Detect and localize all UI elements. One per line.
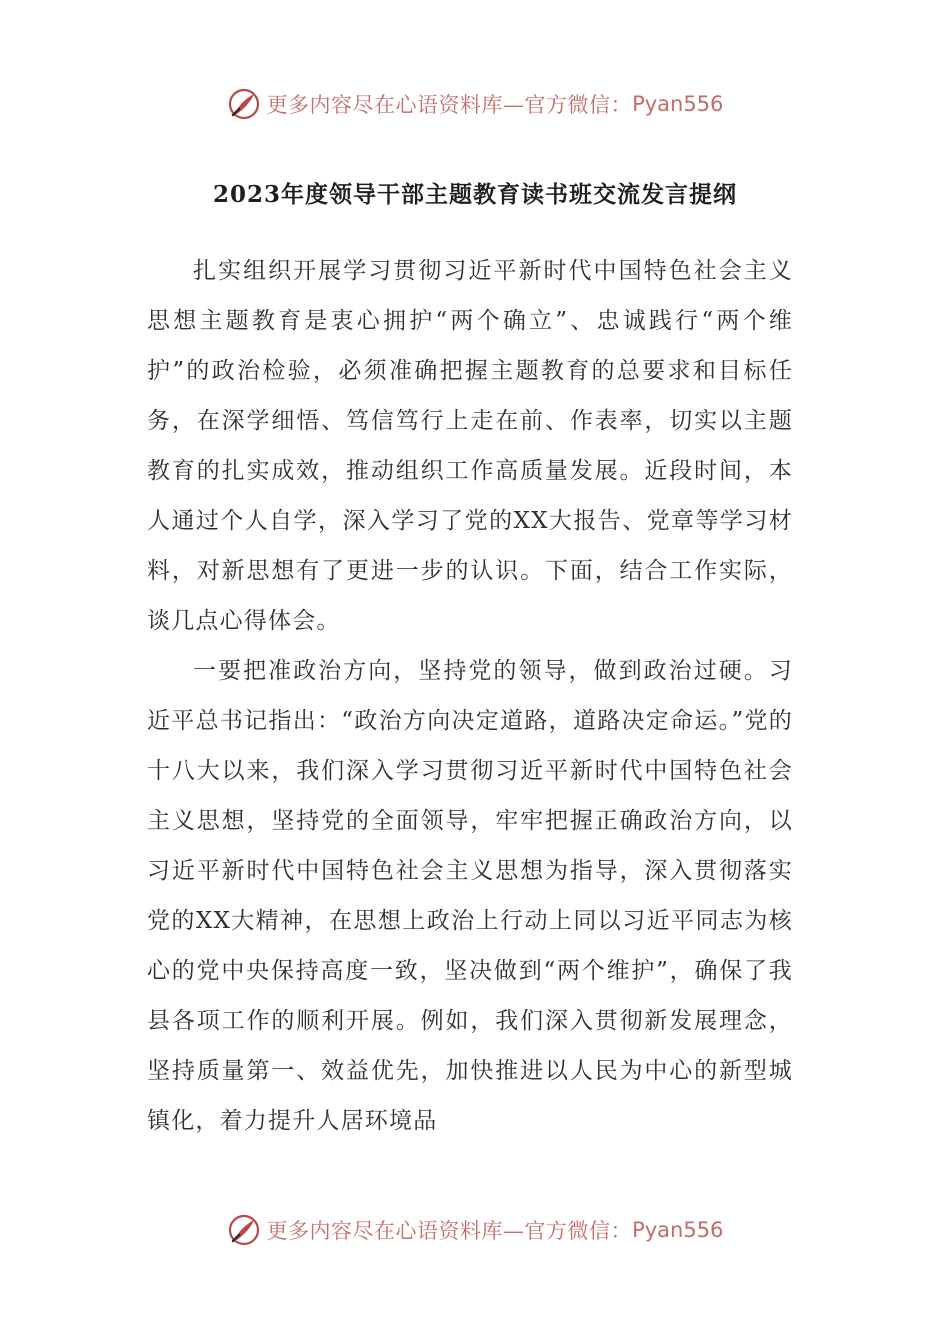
footer-watermark-banner bbox=[0, 1210, 950, 1250]
banner-text: 更多内容尽在心语资料库—官方微信： bbox=[266, 93, 633, 117]
document-title: 2023年度领导干部主题教育读书班交流发言提纲 bbox=[212, 181, 737, 208]
document-body bbox=[147, 246, 793, 1146]
pen-nib-logo-icon bbox=[227, 1213, 261, 1247]
banner-wechat-id: Pyan556 bbox=[632, 1218, 724, 1242]
header-watermark-banner bbox=[0, 84, 950, 124]
banner-wechat-id: Pyan556 bbox=[632, 92, 724, 116]
paragraph: 一要把准政治方向，坚持党的领导，做到政治过硬。习近平总书记指出：“政治方向决定道路，道路决定命运。”党的十八大以来，我们深入学习贯彻习近平新时代中国特色社会主义思想，坚持党的全面领导，牢牢把握正确政治方向，以习近平新时代中国特色社会主义思想为指导，深入贯彻落实党的XX大精神，在思想上政治上行动上同以习近平同志为核心的党中央保持高度一致，坚决做到“两个维护”，确保了我县各项工作的顺利开展。例如，我们深入贯彻新发展理念，坚持质量第一、效益优先，加快推进以人民为中心的新型城镇化，着力提升人居环境品 bbox=[147, 658, 793, 1134]
banner-text: 更多内容尽在心语资料库—官方微信： bbox=[266, 1219, 633, 1243]
pen-nib-logo-icon bbox=[227, 87, 261, 121]
paragraph: 扎实组织开展学习贯彻习近平新时代中国特色社会主义思想主题教育是衷心拥护“两个确立”、忠诚践行“两个维护”的政治检验，必须准确把握主题教育的总要求和目标任务，在深学细悟、笃信笃行上走在前、作表率，切实以主题教育的扎实成效，推动组织工作高质量发展。近段时间，本人通过个人自学，深入学习了党的XX大报告、党章等学习材料，对新思想有了更进一步的认识。下面，结合工作实际，谈几点心得体会。 bbox=[147, 258, 793, 634]
